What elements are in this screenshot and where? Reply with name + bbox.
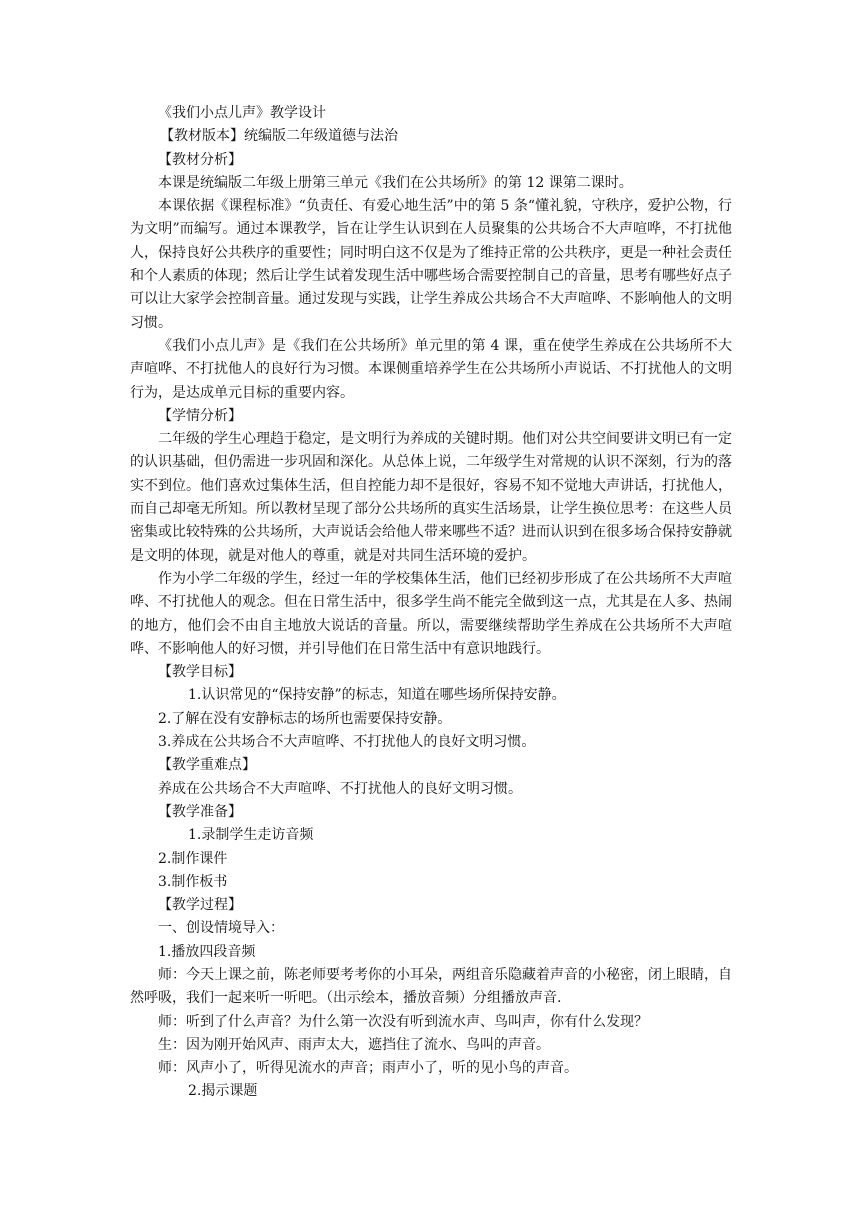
analysis-paragraph-3: 《我们小点儿声》是《我们在公共场所》单元里的第 4 课，重在使学生养成在公共场所不大声喧哗、不打扰他人的良好行为习惯。本课侧重培养学生在公共场所小声说话、不打扰他人的文明行为，是达成单元目标的重要内容。 (130, 337, 732, 401)
key-points-text: 养成在公共场合不大声喧哗、不打扰他人的良好文明习惯。 (158, 780, 522, 797)
dialogue-teacher-1: 师：今天上课之前，陈老师要考考你的小耳朵，两组音乐隐藏着声音的小秘密，闭上眼睛，自然呼吸，我们一起来听一听吧。（出示绘本，播放音频）分组播放声音. (130, 966, 732, 1007)
goal-item-1: 1.认识常见的“保持安静”的标志，知道在哪些场所保持安静。 (188, 687, 566, 704)
prep-item-2: 2.制作课件 (158, 850, 228, 867)
analysis-paragraph-1: 本课是统编版二年级上册第三单元《我们在公共场所》的第 12 课第二课时。 (158, 174, 633, 191)
goals-heading: 【教学目标】 (158, 664, 242, 681)
dialogue-student-1: 生：因为刚开始风声、雨声太大，遮挡住了流水、鸟叫的声音。 (158, 1036, 550, 1053)
analysis-paragraph-2: 本课依据《课程标准》“负责任、有爱心地生活”中的第 5 条“懂礼貌，守秩序，爱护公物，行为文明”而编写。通过本课教学，旨在让学生认识到在人员聚集的公共场合不大声喧哗，不打扰他人，保持良好公共秩序的重要性；同时明白这不仅是为了维持正常的公共秩序，更是一种社会责任和个人素质的体现；然后让学生试着发现生活中哪些场合需要控制自己的音量，思考有哪些好点子可以让大家学会控制音量。通过发现与实践，让学生养成公共场合不大声喧哗、不影响他人的文明习惯。 (130, 198, 732, 331)
dialogue-teacher-2: 师：听到了什么声音？为什么第一次没有听到流水声、鸟叫声，你有什么发现？ (158, 1013, 648, 1030)
key-points-heading: 【教学重难点】 (158, 757, 256, 774)
student-paragraph-1: 二年级的学生心理趋于稳定，是文明行为养成的关键时期。他们对公共空间要讲文明已有一定的认识基础，但仍需进一步巩固和深化。从总体上说，二年级学生对常规的认识不深刻，行为的落实不到位。他们喜欢过集体生活，但自控能力却不是很好，容易不知不觉地大声讲话，打扰他人，而自己却毫无所知。所以教材呈现了部分公共场所的真实生活场景，让学生换位思考：在这些人员密集或比较特殊的公共场所，大声说话会给他人带来哪些不适？进而认识到在很多场合保持安静就是文明的体现，就是对他人的尊重，就是对共同生活环境的爱护。 (130, 431, 732, 564)
doc-title: 《我们小点儿声》教学设计 (158, 105, 326, 121)
document-page (130, 102, 732, 1104)
process-step-1: 一、创设情境导入： (158, 920, 284, 937)
edition-line: 【教材版本】统编版二年级道德与法治 (160, 128, 398, 145)
analysis-heading: 【教材分析】 (158, 151, 242, 168)
student-analysis-heading: 【学情分析】 (158, 407, 242, 424)
process-step-1-2: 2.揭示课题 (188, 1083, 258, 1100)
dialogue-teacher-3: 师：风声小了，听得见流水的声音；雨声小了，听的见小鸟的声音。 (158, 1060, 578, 1077)
goal-item-2: 2.了解在没有安静标志的场所也需要保持安静。 (158, 710, 452, 727)
process-heading: 【教学过程】 (158, 897, 242, 914)
process-step-1-1: 1.播放四段音频 (158, 943, 256, 960)
goal-item-3: 3.养成在公共场合不大声喧哗、不打扰他人的良好文明习惯。 (158, 734, 536, 751)
student-paragraph-2: 作为小学二年级的学生，经过一年的学校集体生活，他们已经初步形成了在公共场所不大声喧哗、不打扰他人的观念。但在日常生活中，很多学生尚不能完全做到这一点，尤其是在人多、热闹的地方，他们会不由自主地放大说话的音量。所以，需要继续帮助学生养成在公共场所不大声喧哗、不影响他人的好习惯，并引导他们在日常生活中有意识地践行。 (130, 570, 732, 657)
prep-item-3: 3.制作板书 (158, 873, 228, 890)
preparation-heading: 【教学准备】 (158, 803, 242, 820)
prep-item-1: 1.录制学生走访音频 (188, 827, 314, 844)
